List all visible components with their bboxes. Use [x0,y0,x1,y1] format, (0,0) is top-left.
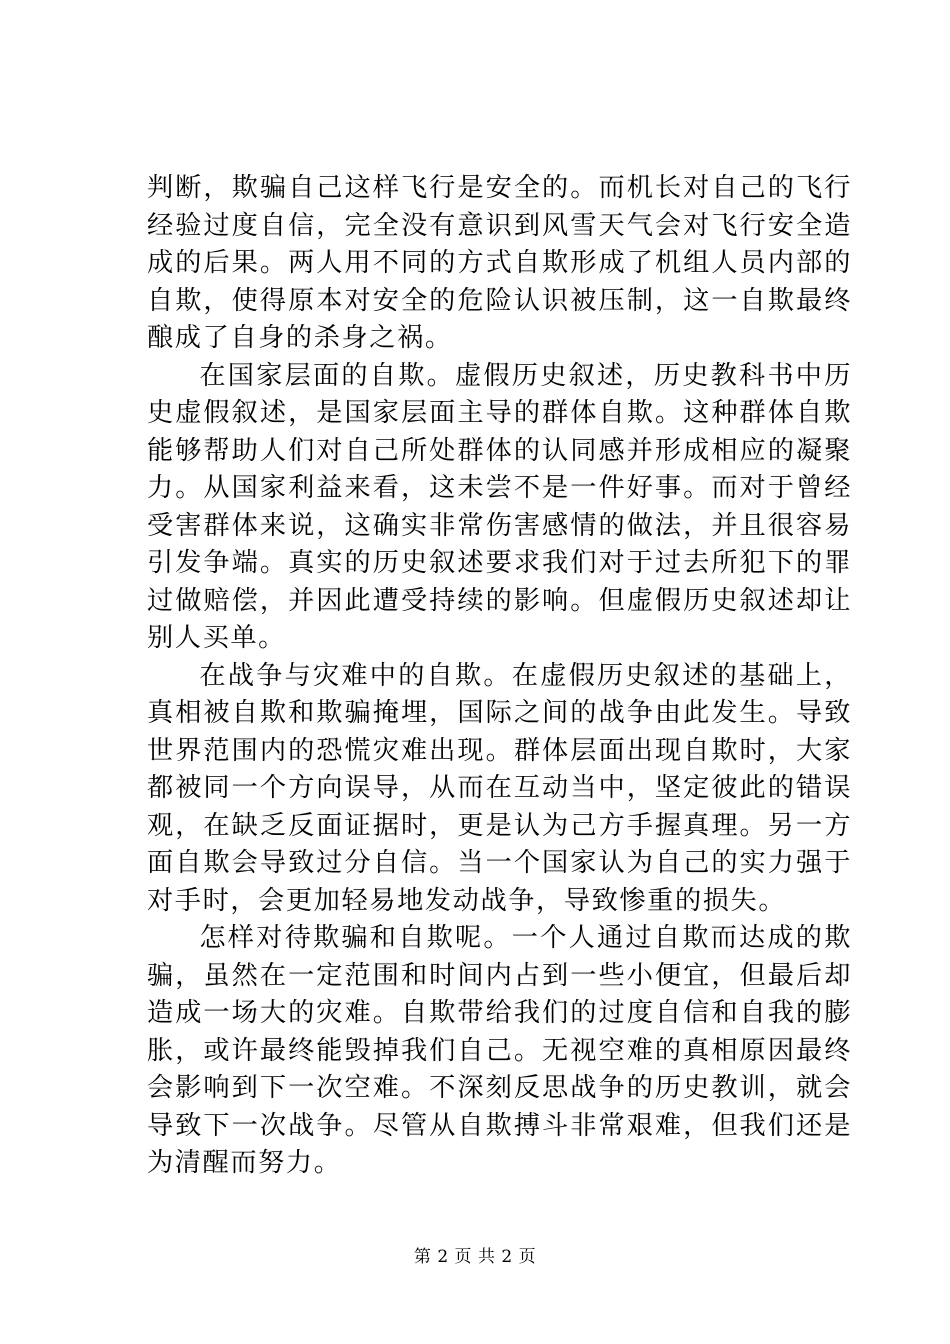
document-body [147,170,852,1183]
paragraph-how-to-treat: 怎样对待欺骗和自欺呢。一个人通过自欺而达成的欺骗，虽然在一定范围和时间内占到一些小便宜，但最后却造成一场大的灾难。自欺带给我们的过度自信和自我的膨胀，或许最终能毁掉我们自己。无视空难的真相原因最终会影响到下一次空难。不深刻反思战争的历史教训，就会导致下一次战争。尽管从自欺搏斗非常艰难，但我们还是为清醒而努力。 [147,923,852,1178]
page-number-footer: 第 2 页 共 2 页 [413,1247,537,1267]
paragraph-war-and-disaster: 在战争与灾难中的自欺。在虚假历史叙述的基础上，真相被自欺和欺骗掩埋，国际之间的战争由此发生。导致世界范围内的恐慌灾难出现。群体层面出现自欺时，大家都被同一个方向误导，从而在互动当中，坚定彼此的错误观，在缺乏反面证据时，更是认为己方手握真理。另一方面自欺会导致过分自信。当一个国家认为自己的实力强于对手时，会更加轻易地发动战争，导致惨重的损失。 [147,660,852,916]
paragraph-national-self-deception: 在国家层面的自欺。虚假历史叙述，历史教科书中历史虚假叙述，是国家层面主导的群体自欺。这种群体自欺能够帮助人们对自己所处群体的认同感并形成相应的凝聚力。从国家利益来看，这未尝不是一件好事。而对于曾经受害群体来说，这确实非常伤害感情的做法，并且很容易引发争端。真实的历史叙述要求我们对于过去所犯下的罪过做赔偿，并因此遭受持续的影响。但虚假历史叙述却让别人买单。 [147,360,852,653]
paragraph-continuation: 判断，欺骗自己这样飞行是安全的。而机长对自己的飞行经验过度自信，完全没有意识到风雪天气会对飞行安全造成的后果。两人用不同的方式自欺形成了机组人员内部的自欺，使得原本对安全的危险认识被压制，这一自欺最终酿成了自身的杀身之祸。 [147,173,852,353]
